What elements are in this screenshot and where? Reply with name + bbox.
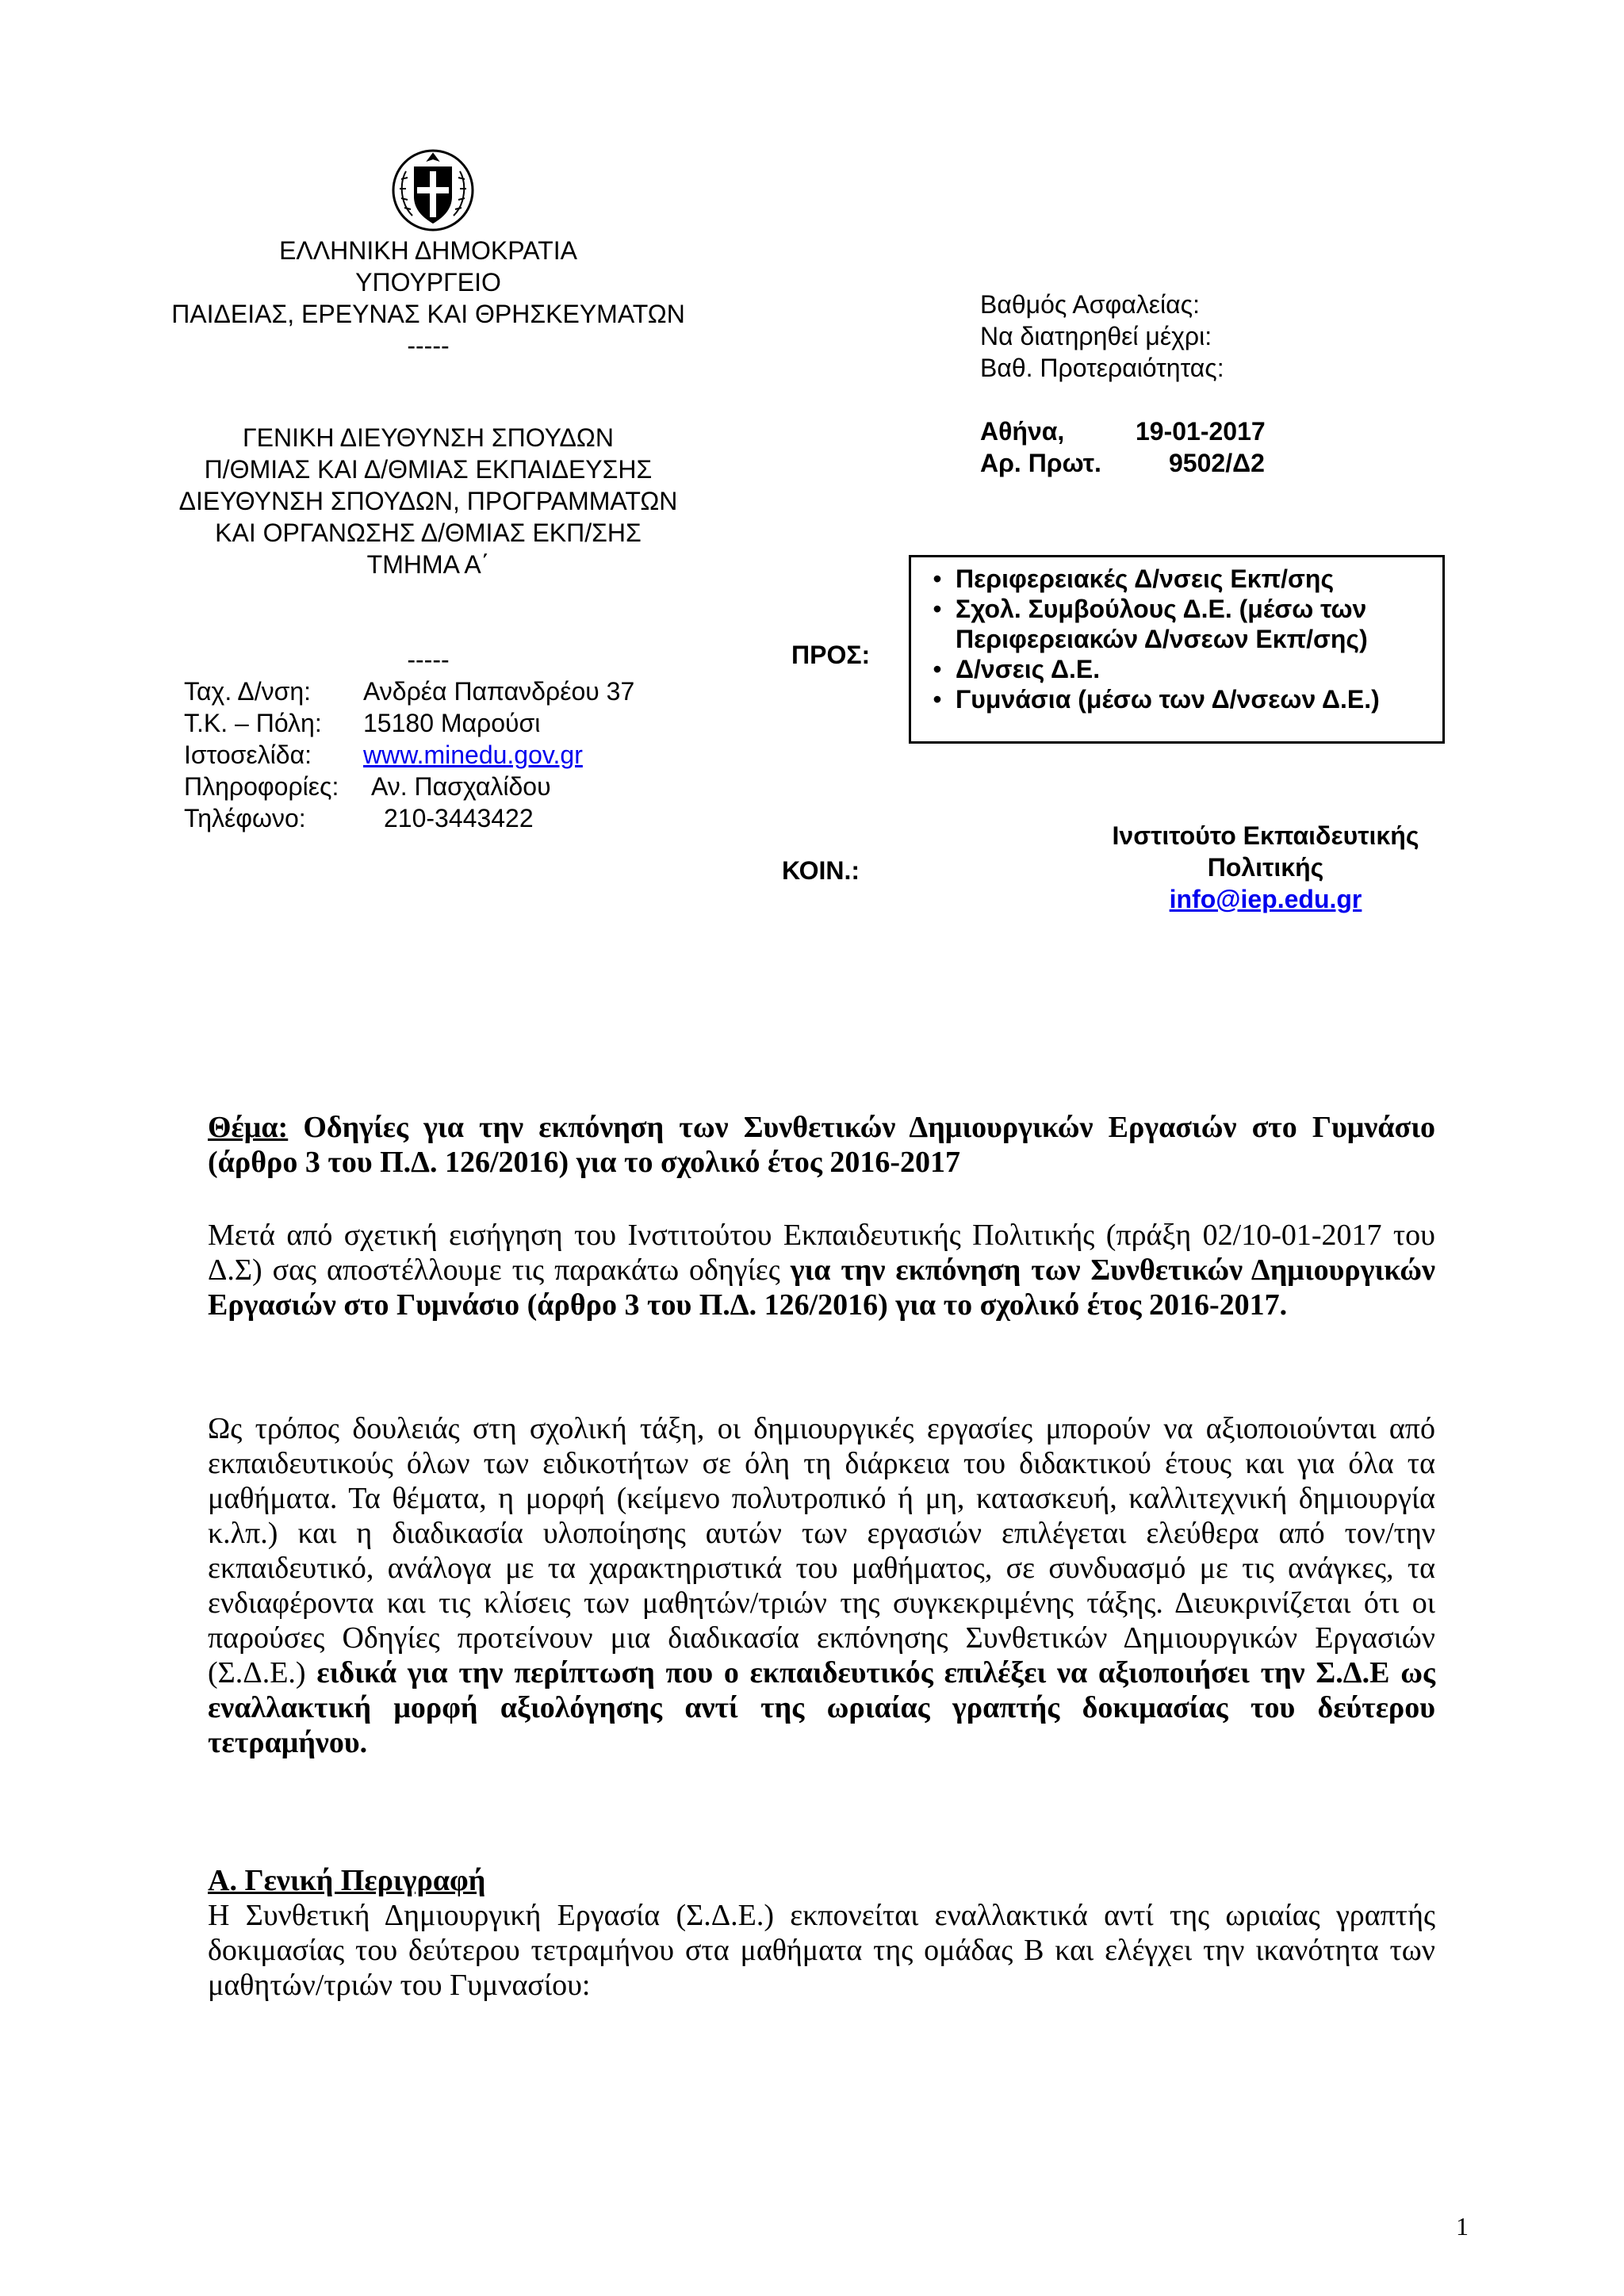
ministry-header bbox=[143, 235, 714, 362]
paragraph-text: Ως τρόπος δουλειάς στη σχολική τάξη, οι δημιουργικές εργασίες μπορούν να αξιοποιούνται από εκπαιδευτικούς όλων των ειδικοτήτων σε όλη τη διάρκεια του διδακτικού έτους και για όλα τα μαθήματα. Τα θέματα, η μορφή (κείμενο πολυτροπικό ή μη, κατασκευή, καλλιτεχνική δημιουργία κ.λπ.) και η διαδικασία υλοποίησης αυτών των εργασιών επιλέγεται ελεύθερα από τον/την εκπαιδευτικό, ανάλογα με τα χαρακτηριστικά του μαθήματος, σε συνδυασμό με τις ανάγκες, τα ενδιαφέροντα και τις κλίσεις των μαθητών/τριών της συγκεκριμένης τάξης. Διευκρινίζεται ότι οι παρούσες Οδηγίες προτείνουν μια διαδικασία εκπόνησης Συνθετικών Δημιουργικών Εργασιών (Σ.Δ.Ε.) bbox=[208, 1412, 1435, 1689]
protocol-row bbox=[980, 447, 1266, 479]
paragraph-emphasis: ειδικά για την περίπτωση που ο εκπαιδευτικός επιλέξει να αξιοποιήσει την Σ.Δ.Ε ως εναλλακτική μορφή αξιολόγησης αντί της ωριαίας γραπτής δοκιμασίας του δεύτερου τετραμήνου. bbox=[208, 1656, 1436, 1759]
info-row bbox=[184, 771, 634, 802]
bullet-icon: • bbox=[933, 655, 942, 683]
ministry-name: ΠΑΙΔΕΙΑΣ, ΕΡΕΥΝΑΣ ΚΑΙ ΘΡΗΣΚΕΥΜΑΤΩΝ bbox=[171, 300, 685, 328]
recipients-list bbox=[919, 564, 1433, 714]
department-line: ΚΑΙ ΟΡΓΑΝΩΣΗΣ Δ/ΘΜΙΑΣ ΕΚΠ/ΣΗΣ bbox=[215, 519, 642, 547]
phone-label: Τηλέφωνο: bbox=[184, 804, 306, 832]
paragraph-emphasis: για την εκπόνηση των Συνθετικών Δημιουργικών Εργασιών στο Γυμνάσιο (άρθρο 3 του Π.Δ. 126/2016) για το σχολικό έτος 2016-2017. bbox=[208, 1253, 1435, 1322]
subject-label: Θέμα: bbox=[208, 1111, 289, 1144]
recipients-label: ΠΡΟΣ: bbox=[791, 641, 871, 669]
priority: Βαθ. Προτεραιότητας: bbox=[980, 354, 1224, 382]
recipient-item bbox=[919, 564, 1433, 594]
security-classification bbox=[980, 289, 1224, 384]
address-row bbox=[184, 675, 634, 707]
recipient-text: Περιφερειακές Δ/νσεις Εκπ/σης bbox=[956, 564, 1335, 593]
date-row bbox=[980, 415, 1266, 447]
website-link[interactable]: www.minedu.gov.gr bbox=[363, 740, 583, 769]
subject-line bbox=[208, 1110, 1435, 1180]
info-value: Αν. Πασχαλίδου bbox=[371, 772, 551, 801]
department-section: ΤΜΗΜΑ Α΄ bbox=[366, 550, 490, 579]
phone-value: 210-3443422 bbox=[384, 804, 534, 832]
city-row bbox=[184, 707, 634, 739]
cc-org-line: Πολιτικής bbox=[1207, 853, 1324, 882]
cc-email-link[interactable]: info@iep.edu.gr bbox=[1169, 885, 1362, 913]
phone-row bbox=[184, 802, 634, 834]
recipient-item bbox=[919, 594, 1433, 654]
recipient-text: Δ/νσεις Δ.Ε. bbox=[956, 655, 1101, 683]
separator-line: ----- bbox=[407, 331, 450, 360]
section-a-heading: Α. Γενική Περιγραφή bbox=[208, 1864, 486, 1897]
cc-org-line: Ινστιτούτο Εκπαιδευτικής bbox=[1112, 821, 1419, 850]
security-level: Βαθμός Ασφαλείας: bbox=[980, 290, 1200, 319]
paragraph-text: Μετά από σχετική εισήγηση του Ινστιτούτου Εκπαιδευτικής Πολιτικής (πράξη 02/10-01-2017 του Δ.Σ) σας αποστέλλουμε τις παρακάτω οδηγίες bbox=[208, 1219, 1435, 1287]
cc-label: ΚΟΙΝ.: bbox=[782, 856, 860, 885]
intro-paragraph bbox=[208, 1218, 1435, 1322]
document-date: 19-01-2017 bbox=[1136, 417, 1266, 446]
retention: Να διατηρηθεί μέχρι: bbox=[980, 322, 1212, 350]
info-label: Πληροφορίες: bbox=[184, 772, 339, 801]
bullet-icon: • bbox=[933, 564, 942, 593]
page-number: 1 bbox=[1456, 2212, 1469, 2241]
recipient-line: Σχολ. Συμβούλους Δ.Ε. (μέσω των bbox=[956, 595, 1367, 623]
protocol-number: 9502/Δ2 bbox=[1169, 449, 1265, 477]
coat-of-arms-emblem bbox=[390, 147, 476, 233]
subject-text: Οδηγίες για την εκπόνηση των Συνθετικών Δημιουργικών Εργασιών στο Γυμνάσιο (άρθρο 3 του Π.Δ. 126/2016) για το σχολικό έτος 2016-2017 bbox=[208, 1111, 1435, 1179]
place-label: Αθήνα, bbox=[980, 417, 1065, 446]
bullet-icon: • bbox=[933, 595, 942, 623]
protocol-label: Αρ. Πρωτ. bbox=[980, 449, 1101, 477]
department-line: ΓΕΝΙΚΗ ΔΙΕΥΘΥΝΣΗ ΣΠΟΥΔΩΝ bbox=[243, 423, 614, 452]
cc-recipient bbox=[964, 820, 1567, 915]
recipient-text bbox=[956, 594, 1368, 654]
recipient-item bbox=[919, 684, 1433, 714]
department-line: Π/ΘΜΙΑΣ ΚΑΙ Δ/ΘΜΙΑΣ ΕΚΠΑΙΔΕΥΣΗΣ bbox=[204, 455, 653, 484]
department-line: ΔΙΕΥΘΥΝΣΗ ΣΠΟΥΔΩΝ, ΠΡΟΓΡΑΜΜΑΤΩΝ bbox=[178, 487, 678, 515]
recipients-box bbox=[909, 555, 1445, 744]
city-label: Τ.Κ. – Πόλη: bbox=[184, 709, 322, 737]
recipient-item bbox=[919, 654, 1433, 684]
website-label: Ιστοσελίδα: bbox=[184, 740, 312, 769]
website-row bbox=[184, 739, 634, 771]
city-value: 15180 Μαρούσι bbox=[363, 709, 541, 737]
context-paragraph bbox=[208, 1411, 1435, 1760]
address-label: Ταχ. Δ/νση: bbox=[184, 677, 312, 706]
address-value: Ανδρέα Παπανδρέου 37 bbox=[363, 677, 635, 706]
separator-line: ----- bbox=[407, 645, 450, 674]
recipient-text: Γυμνάσια (μέσω των Δ/νσεων Δ.Ε.) bbox=[956, 685, 1380, 714]
department-header bbox=[143, 422, 714, 580]
recipient-line: Περιφερειακών Δ/νσεων Εκπ/σης) bbox=[956, 625, 1368, 653]
contact-details bbox=[184, 675, 634, 834]
section-a-paragraph: Η Συνθετική Δημιουργική Εργασία (Σ.Δ.Ε.) εκπονείται εναλλακτικά αντί της ωριαίας γραπτής δοκιμασίας του δεύτερου τετραμήνου στα μαθήματα της ομάδας Β και ελέγχει την ικανότητα των μαθητών/τριών του Γυμνασίου: bbox=[208, 1899, 1435, 2002]
date-protocol-block bbox=[980, 415, 1266, 479]
bullet-icon: • bbox=[933, 685, 942, 714]
country-name: ΕΛΛΗΝΙΚΗ ΔΗΜΟΚΡΑΤΙΑ bbox=[279, 236, 577, 265]
ministry-word: ΥΠΟΥΡΓΕΙΟ bbox=[355, 268, 501, 297]
